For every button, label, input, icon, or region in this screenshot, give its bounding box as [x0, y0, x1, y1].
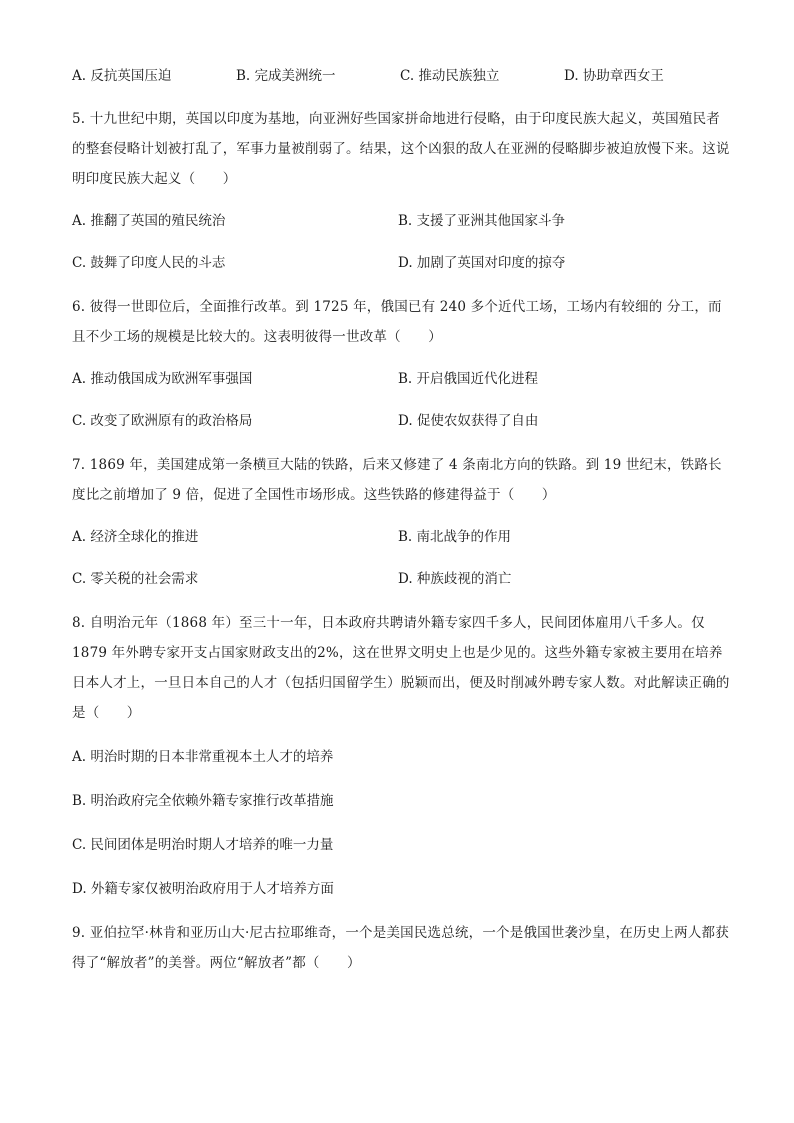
q6-option-c[interactable]: C. 改变了欧洲原有的政治格局	[72, 413, 253, 429]
q7-options-row2	[72, 564, 730, 594]
q5-option-b[interactable]: B. 支援了亚洲其他国家斗争	[398, 213, 566, 229]
q6-stem: 6. 彼得一世即位后，全面推行改革。到 1725 年，俄国已有 240 多个近代工场，工场内有较细的 分工，而且不少工场的规模是比较大的。这表明彼得一世改革（ ）	[72, 299, 722, 345]
q6-option-d[interactable]: D. 促使农奴获得了自由	[398, 413, 539, 429]
q4-option-c[interactable]: C. 推动民族独立	[400, 68, 500, 84]
q7-options-row1	[72, 522, 730, 552]
q4-option-a[interactable]: A. 反抗英国压迫	[72, 68, 172, 84]
q4-options	[72, 62, 730, 90]
q7-stem: 7. 1869 年，美国建成第一条横亘大陆的铁路，后来又修建了 4 条南北方向的铁路。到 19 世纪末，铁路长度比之前增加了 9 倍，促进了全国性市场形成。这些铁路的修建得益于（ ）	[72, 457, 722, 503]
q5-stem: 5. 十九世纪中期，英国以印度为基地，向亚洲好些国家拼命地进行侵略，由于印度民族大起义，英国殖民者的整套侵略计划被打乱了，军事力量被削弱了。结果，这个凶狠的敌人在亚洲的侵略脚步被迫放慢下来。这说明印度民族大起义（ ）	[72, 111, 730, 187]
q5-option-c[interactable]: C. 鼓舞了印度人民的斗志	[72, 255, 226, 271]
q5-option-a[interactable]: A. 推翻了英国的殖民统治	[72, 213, 226, 229]
q5-options-row2	[72, 248, 730, 278]
q5-option-d[interactable]: D. 加剧了英国对印度的掠夺	[398, 255, 566, 271]
q8-option-b[interactable]: B. 明治政府完全依赖外籍专家推行改革措施	[72, 793, 334, 809]
q8-stem: 8. 自明治元年（1868 年）至三十一年，日本政府共聘请外籍专家四千多人，民间团体雇用八千多人。仅 1879 年外聘专家开支占国家财政支出的2%，这在世界文明史上也是少见的。这些外籍专家被主要用在培养日本人才上，一旦日本自己的人才（包括归国留学生）脱颖而出，便及时削减外聘专家人数。对此解读正确的是（ ）	[72, 615, 730, 721]
q7-option-d[interactable]: D. 种族歧视的消亡	[398, 571, 512, 587]
exam-page	[72, 62, 730, 978]
q7-option-b[interactable]: B. 南北战争的作用	[398, 529, 512, 545]
q9-stem: 9. 亚伯拉罕·林肯和亚历山大·尼古拉耶维奇，一个是美国民选总统，一个是俄国世袭沙皇，在历史上两人都获得了“解放者”的美誉。两位“解放者”都（ ）	[72, 925, 729, 971]
q7-option-a[interactable]: A. 经济全球化的推进	[72, 529, 199, 545]
q6-option-a[interactable]: A. 推动俄国成为欧洲军事强国	[72, 371, 253, 387]
q8-option-a[interactable]: A. 明治时期的日本非常重视本土人才的培养	[72, 749, 334, 765]
q6-options-row1	[72, 364, 730, 394]
q8-option-c[interactable]: C. 民间团体是明治时期人才培养的唯一力量	[72, 837, 334, 853]
q4-option-b[interactable]: B. 完成美洲统一	[236, 68, 336, 84]
q4-option-d[interactable]: D. 协助章西女王	[564, 68, 664, 84]
q6-options-row2	[72, 406, 730, 436]
q8-option-d[interactable]: D. 外籍专家仅被明治政府用于人才培养方面	[72, 881, 334, 897]
q7-option-c[interactable]: C. 零关税的社会需求	[72, 571, 199, 587]
q5-options-row1	[72, 206, 730, 236]
q6-option-b[interactable]: B. 开启俄国近代化进程	[398, 371, 539, 387]
